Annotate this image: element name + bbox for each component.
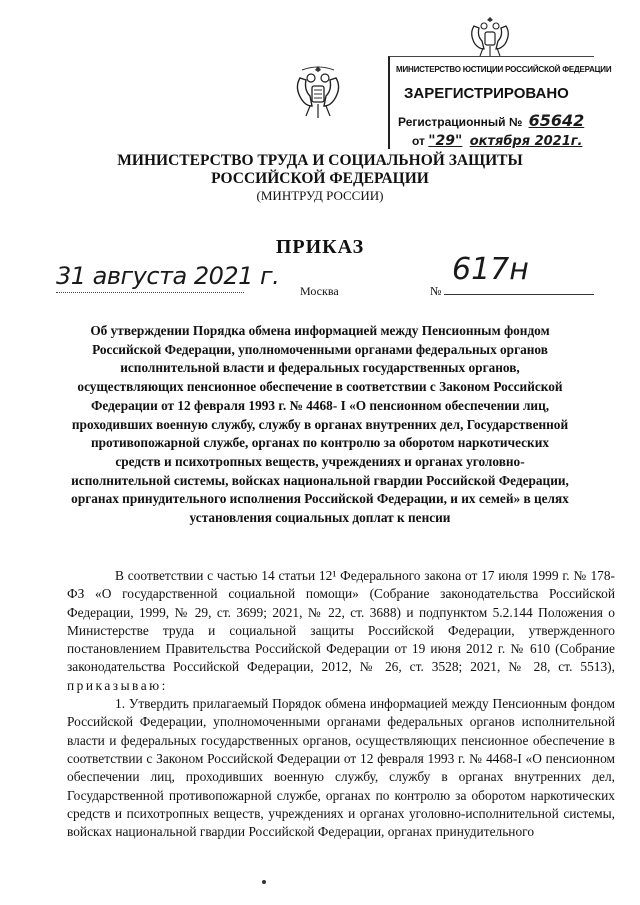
- body-paragraph-1-text: В соответствии с частью 14 статьи 12¹ Федерального закона от 17 июля 1999 г. № 178-ФЗ «О государственной социальной помощи» (Собрание законодательства Российской Федерации, 1999, № 29, ст. 3699; 2021, № 22, ст. 3688) и подпунктом 5.2.144 Положения о Министерстве труда и социальной защиты Российской Федерации, утвержденного постановлением Правительства Российской Федерации от 19 июня 2012 г. № 610 (Собрание законодательства Российской Федерации, 2012, № 26, ст. 3528; 2021, № 28, ст. 5513),: [67, 568, 615, 675]
- number-underline: [444, 294, 594, 295]
- body-paragraph-2: 1. Утвердить прилагаемый Порядок обмена информацией между Пенсионным фондом Российской Федерации, уполномоченными органами федеральных органов исполнительной власти и федеральных государственных органов, осуществляющих пенсионное обеспечение в соответствии с Законом Российской Федерации от 12 февраля 1993 г. № 4468-I «О пенсионном обеспечении лиц, проходивших военную службу, службу в органах внутренних дел, Государственной противопожарной службе, органах по контролю за оборотом наркотических средств и психотропных веществ, учреждениях и органах уголовно-исполнительной системы, войсках национальной гвардии Российской Федерации, органах принудительного: [67, 696, 615, 840]
- ministry-short-name: (МИНТРУД РОССИИ): [256, 188, 384, 203]
- coat-of-arms-emblem-icon: [292, 62, 344, 124]
- order-number-handwritten: 617н: [452, 252, 529, 287]
- order-number-label: №: [430, 284, 442, 298]
- stamp-date-day: "29": [428, 133, 463, 149]
- document-title: Об утверждении Порядка обмена информацией между Пенсионным фондом Российской Федерации, уполномоченными органами федеральных органов исполнительной власти и федеральных государственных органов, осуществляющих пенсионное обеспечение в соответствии с Законом Российской Федерации от 12 февраля 1993 г. № 4468- I «О пенсионном обеспечении лиц, проходивших военную службу, службу в органах внутренних дел, Государственной противопожарной службе, органах по контролю за оборотом наркотических средств и психотропных веществ, учреждениях и органах уголовно-исполнительной системы, войсках национальной гвардии Российской Федерации, органах принудительного исполнения Российской Федерации, и их семей» в целях установления социальных доплат к пенсии: [71, 323, 569, 526]
- ministry-name-line2: РОССИЙСКОЙ ФЕДЕРАЦИИ: [211, 170, 429, 187]
- stamp-reg-label: Регистрационный №: [398, 115, 523, 129]
- ministry-name-line1: МИНИСТЕРСТВО ТРУДА И СОЦИАЛЬНОЙ ЗАЩИТЫ: [117, 152, 523, 169]
- registration-stamp: [388, 56, 612, 149]
- order-decree-word: приказываю:: [67, 677, 168, 693]
- stamp-registration-line: [398, 111, 584, 130]
- document-body: [67, 567, 615, 841]
- stamp-ministry: МИНИСТЕРСТВО ЮСТИЦИИ РОССИЙСКОЙ ФЕДЕРАЦИИ: [396, 65, 612, 74]
- body-paragraph-1: [67, 567, 615, 695]
- date-underline: [56, 292, 244, 293]
- order-place: Москва: [300, 284, 339, 298]
- page-mark: [262, 880, 266, 884]
- stamp-status: ЗАРЕГИСТРИРОВАНО: [404, 85, 569, 102]
- stamp-emblem-icon: [468, 14, 512, 60]
- stamp-date-rest: октября 2021г.: [469, 134, 583, 149]
- stamp-date-prefix: от: [412, 134, 425, 148]
- order-date-handwritten: 31 августа 2021 г.: [56, 262, 280, 290]
- stamp-date-line: [412, 133, 583, 149]
- order-title: ПРИКАЗ: [275, 236, 365, 258]
- stamp-reg-number: 65642: [528, 111, 585, 130]
